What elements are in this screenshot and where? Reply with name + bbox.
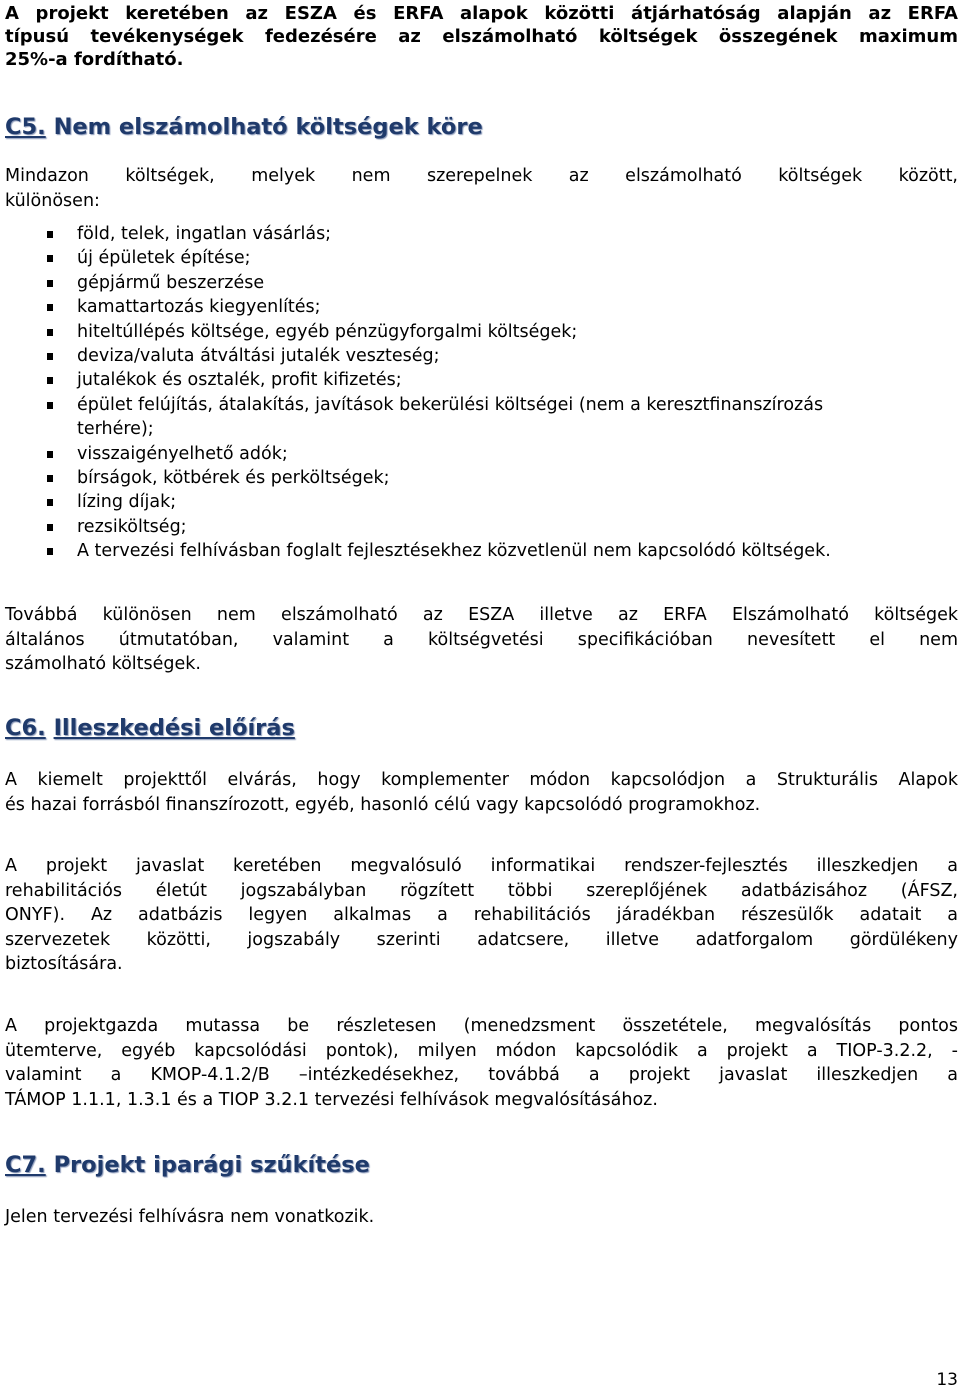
list-item: visszaigényelhető adók; xyxy=(0,442,960,466)
paragraph-line: Továbbá különösen nem elszámolható az ESZA illetve az ERFA Elszámolható költségek xyxy=(5,605,958,625)
intro-line: 25%-a fordítható. xyxy=(5,49,184,70)
square-bullet-icon xyxy=(47,524,53,531)
paragraph-line: biztosítására. xyxy=(5,954,123,974)
paragraph-line: és hazai forrásból finanszírozott, egyéb, hasonló célú vagy kapcsolódó programokhoz. xyxy=(5,794,761,815)
non-eligible-cost-list xyxy=(0,222,960,564)
square-bullet-icon xyxy=(47,329,53,336)
section-heading-c5 xyxy=(5,113,483,141)
section-number: C7. xyxy=(5,1152,46,1178)
square-bullet-icon xyxy=(47,304,53,311)
paragraph-line: A projekt javaslat keretében megvalósuló informatikai rendszer-fejlesztés illeszkedjen a xyxy=(5,856,958,876)
c6-paragraph-2 xyxy=(5,854,958,977)
paragraph-line: ütemterve, egyéb kapcsolódási pontok), milyen módon kapcsolódik a projekt a TIOP-3.2.2, - xyxy=(5,1040,958,1061)
paragraph-line: rehabilitációs életút jogszabályban rögzített többi szereplőjének adatbázisához (ÁFSZ, xyxy=(5,880,958,901)
paragraph-line: általános útmutatóban, valamint a költségvetési specifikációban nevesített el nem xyxy=(5,629,958,650)
list-item: hiteltúllépés költsége, egyéb pénzügyforgalmi költségek; xyxy=(0,320,960,344)
intro-line: típusú tevékenységek fedezésére az elszámolható költségek összegének maximum xyxy=(5,26,958,47)
intro-paragraph xyxy=(5,2,958,71)
paragraph-line: ONYF). Az adatbázis legyen alkalmas a rehabilitációs járadékban részesülők adatait a xyxy=(5,905,958,925)
section-title: Illeszkedési előírás xyxy=(53,715,295,741)
square-bullet-icon xyxy=(47,255,53,262)
list-item: föld, telek, ingatlan vásárlás; xyxy=(0,222,960,246)
square-bullet-icon xyxy=(47,451,53,458)
list-item: deviza/valuta átváltási jutalék veszteség; xyxy=(0,344,960,368)
list-item: új épületek építése; xyxy=(0,246,960,270)
lead-line: Mindazon költségek, melyek nem szerepelnek az elszámolható költségek között, xyxy=(5,166,958,186)
page-number: 13 xyxy=(936,1370,958,1390)
square-bullet-icon xyxy=(47,231,53,238)
section-title: Nem elszámolható költségek köre xyxy=(53,114,483,140)
square-bullet-icon xyxy=(47,353,53,360)
square-bullet-icon xyxy=(47,377,53,384)
paragraph-line: szervezetek közötti, jogszabály szerinti adatcsere, illetve adatforgalom gördülékeny xyxy=(5,929,958,950)
list-item: kamattartozás kiegyenlítés; xyxy=(0,295,960,319)
paragraph-line: Jelen tervezési felhívásra nem vonatkozik. xyxy=(5,1207,375,1227)
section-number: C6. xyxy=(5,715,46,741)
intro-line: A projekt keretében az ESZA és ERFA alapok közötti átjárhatóság alapján az ERFA xyxy=(5,3,958,24)
section-number: C5. xyxy=(5,114,46,140)
c5-lead-paragraph xyxy=(5,164,958,213)
paragraph-line: valamint a KMOP-4.1.2/B –intézkedésekhez, továbbá a projekt javaslat illeszkedjen a xyxy=(5,1065,958,1085)
square-bullet-icon xyxy=(47,499,53,506)
square-bullet-icon xyxy=(47,280,53,287)
section-title: Projekt iparági szűkítése xyxy=(53,1152,370,1178)
list-item: A tervezési felhívásban foglalt fejlesztésekhez közvetlenül nem kapcsolódó költségek. xyxy=(0,539,960,563)
list-item: jutalékok és osztalék, profit kifizetés; xyxy=(0,368,960,392)
square-bullet-icon xyxy=(47,402,53,409)
square-bullet-icon xyxy=(47,548,53,555)
c5-closing-paragraph xyxy=(5,603,958,677)
c6-paragraph-3 xyxy=(5,1014,958,1112)
c6-paragraph-1 xyxy=(5,768,958,817)
square-bullet-icon xyxy=(47,475,53,482)
list-item: épület felújítás, átalakítás, javítások bekerülési költségei (nem a keresztfinanszírozás terhére); xyxy=(0,393,960,442)
c7-paragraph xyxy=(5,1205,958,1230)
list-item: bírságok, kötbérek és perköltségek; xyxy=(0,466,960,490)
section-heading-c6 xyxy=(5,714,295,742)
section-heading-c7 xyxy=(5,1151,370,1179)
lead-line: különösen: xyxy=(5,190,100,211)
paragraph-line: A projektgazda mutassa be részletesen (menedzsment összetétele, megvalósítás pontos xyxy=(5,1016,958,1036)
paragraph-line: TÁMOP 1.1.1, 1.3.1 és a TIOP 3.2.1 tervezési felhívások megvalósításához. xyxy=(5,1089,658,1110)
paragraph-line: A kiemelt projekttől elvárás, hogy komplementer módon kapcsolódjon a Strukturális Alapok xyxy=(5,770,958,790)
paragraph-line: számolható költségek. xyxy=(5,654,201,674)
list-item: lízing díjak; xyxy=(0,490,960,514)
list-item: gépjármű beszerzése xyxy=(0,271,960,295)
list-item: rezsiköltség; xyxy=(0,515,960,539)
